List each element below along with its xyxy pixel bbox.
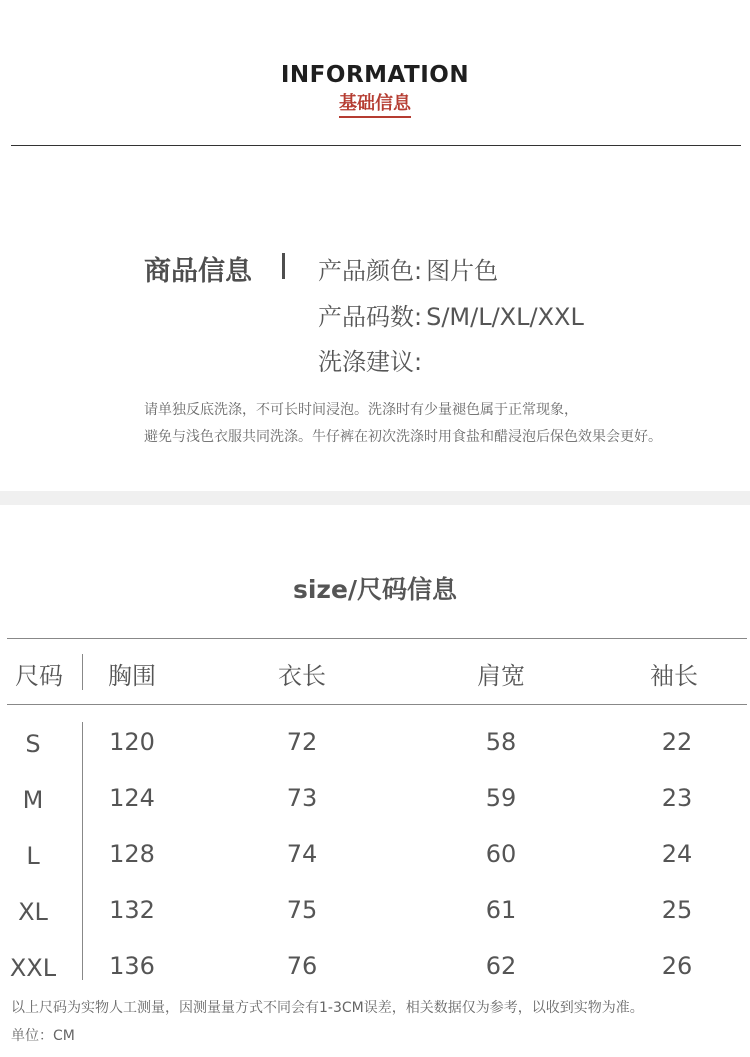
table-header-size: 尺码 (15, 662, 63, 690)
table-header-divider (82, 654, 83, 690)
table-cell-size: L (26, 842, 40, 870)
table-cell-shoulder: 60 (485, 840, 517, 868)
header-divider (11, 145, 741, 146)
table-cell-length: 76 (286, 952, 318, 980)
table-body-divider (82, 722, 83, 980)
table-cell-chest: 136 (109, 952, 155, 980)
info-row-care (318, 342, 426, 377)
info-row-color (318, 251, 498, 286)
table-cell-sleeve: 25 (661, 896, 693, 924)
table-cell-size: S (25, 730, 41, 758)
product-info-label: 商品信息 (144, 256, 252, 287)
table-cell-shoulder: 59 (485, 784, 517, 812)
table-header-shoulder: 肩宽 (477, 662, 525, 690)
table-cell-shoulder: 61 (485, 896, 517, 924)
table-cell-length: 73 (286, 784, 318, 812)
info-key: 产品码数: (318, 303, 423, 331)
table-top-rule (7, 638, 747, 639)
section-band (0, 491, 750, 505)
care-text-line: 避免与浅色衣服共同洗涤。牛仔裤在初次洗涤时用食盐和醋浸泡后保色效果会更好。 (144, 429, 662, 445)
unit-note: 单位：CM (11, 1028, 75, 1044)
info-key: 产品颜色: (318, 257, 423, 285)
measurement-note: 以上尺码为实物人工测量，因测量量方式不同会有1-3CM误差，相关数据仅为参考，以收到实物为准。 (11, 1000, 644, 1016)
table-cell-sleeve: 26 (661, 952, 693, 980)
table-cell-sleeve: 23 (661, 784, 693, 812)
info-value: 图片色 (426, 257, 499, 285)
info-value: S/M/L/XL/XXL (426, 303, 584, 331)
label-separator (282, 253, 285, 279)
table-cell-chest: 132 (109, 896, 155, 924)
table-cell-shoulder: 62 (485, 952, 517, 980)
table-cell-sleeve: 24 (661, 840, 693, 868)
table-header-rule (7, 704, 747, 705)
table-cell-chest: 124 (109, 784, 155, 812)
table-cell-shoulder: 58 (485, 728, 517, 756)
care-text-line: 请单独反底洗涤，不可长时间浸泡。洗涤时有少量褪色属于正常现象， (144, 402, 578, 418)
table-cell-chest: 120 (109, 728, 155, 756)
section-subtitle (0, 93, 750, 118)
table-header-sleeve: 袖长 (650, 662, 698, 690)
section-title: INFORMATION (280, 62, 470, 88)
table-cell-chest: 128 (109, 840, 155, 868)
table-header-length: 衣长 (278, 662, 326, 690)
table-cell-size: XL (18, 898, 48, 926)
table-cell-sleeve: 22 (661, 728, 693, 756)
table-cell-length: 74 (286, 840, 318, 868)
size-section-title: size/尺码信息 (292, 575, 458, 604)
section-subtitle-text: 基础信息 (339, 93, 411, 118)
table-cell-length: 75 (286, 896, 318, 924)
info-key: 洗涤建议: (318, 348, 423, 376)
table-cell-size: M (22, 786, 44, 814)
table-cell-length: 72 (286, 728, 318, 756)
table-header-chest: 胸围 (108, 662, 156, 690)
table-cell-size: XXL (9, 954, 57, 982)
info-row-sizes (318, 297, 584, 332)
